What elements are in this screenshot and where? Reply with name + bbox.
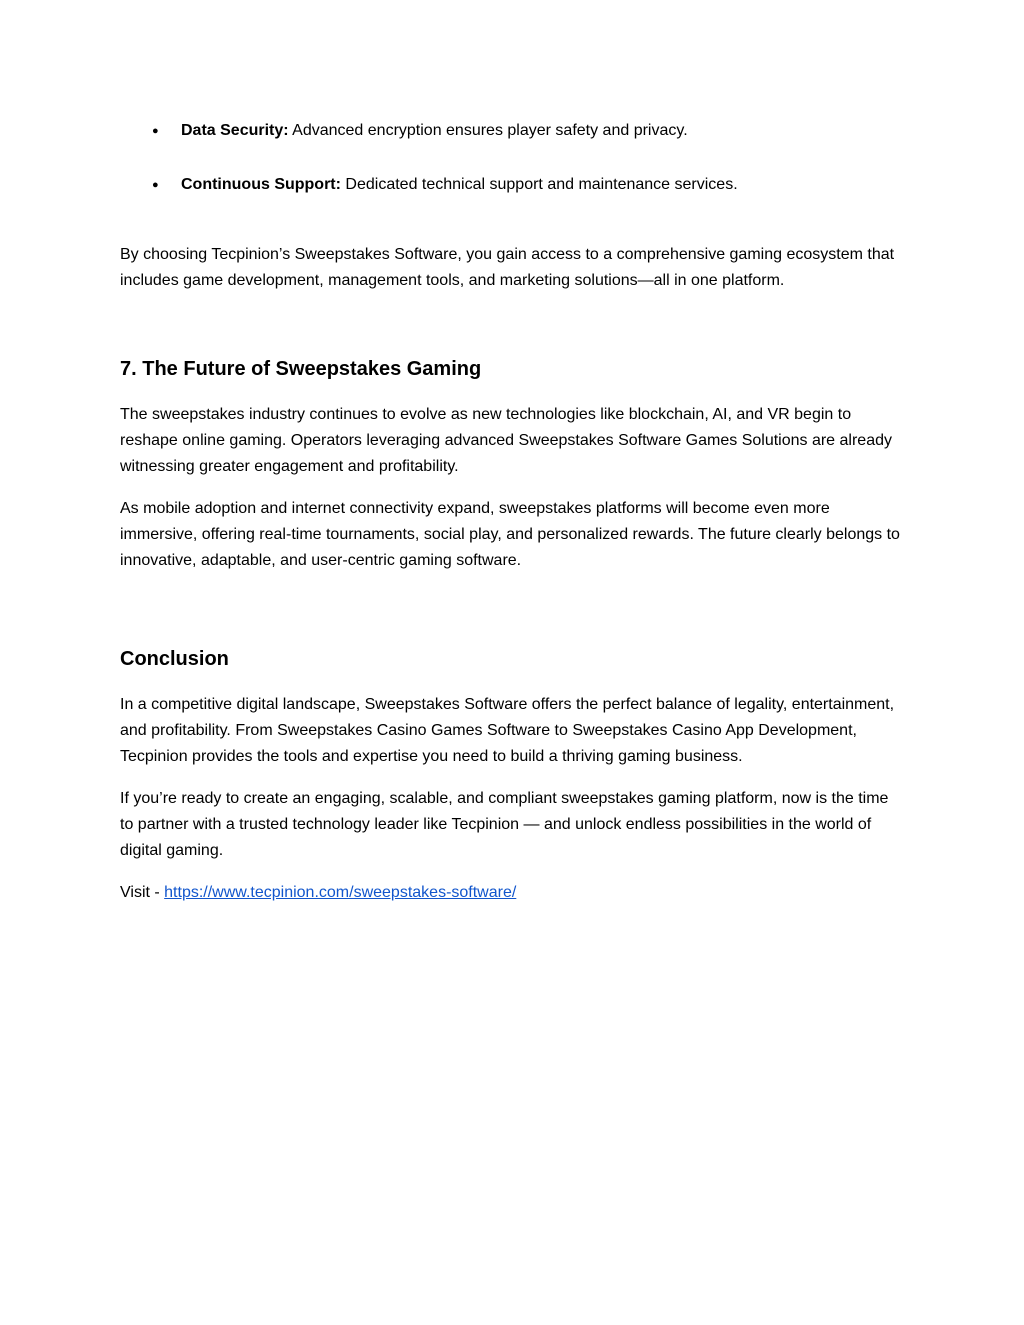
intro-paragraph: By choosing Tecpinion’s Sweepstakes Software, you gain access to a comprehensive gaming ecosystem that includes game development, management tools, and marketing solutions—all in one platform. — [120, 246, 895, 289]
future-paragraph-2: As mobile adoption and internet connectivity expand, sweepstakes platforms will become even more immersive, offering real-time tournaments, social play, and personalized rewards. The future clearly belongs to innovative, adaptable, and user-centric gaming software. — [120, 500, 900, 569]
bullet-dot-icon: ● — [152, 125, 159, 137]
tecpinion-sweepstakes-link[interactable]: https://www.tecpinion.com/sweepstakes-software/ — [164, 884, 517, 901]
bullet-dot-icon: ● — [152, 179, 159, 191]
bullet-item-continuous-support — [120, 172, 904, 198]
feature-bullet-list — [120, 118, 904, 198]
bullet-label: Continuous Support: — [181, 176, 341, 193]
conclusion-paragraph-1: In a competitive digital landscape, Sweepstakes Software offers the perfect balance of legality, entertainment, and profitability. From Sweepstakes Casino Games Software to Sweepstakes Casino App Development, Tecpinion provides the tools and expertise you need to build a thriving gaming business. — [120, 696, 895, 765]
future-paragraph-1: The sweepstakes industry continues to evolve as new technologies like blockchain, AI, and VR begin to reshape online gaming. Operators leveraging advanced Sweepstakes Software Games Solutions are already witnessing greater engagement and profitability. — [120, 406, 892, 475]
visit-line — [120, 880, 904, 906]
section-heading-future: 7. The Future of Sweepstakes Gaming — [120, 358, 482, 380]
section-heading-conclusion: Conclusion — [120, 648, 229, 670]
conclusion-paragraph-2: If you’re ready to create an engaging, scalable, and compliant sweepstakes gaming platform, now is the time to partner with a trusted technology leader like Tecpinion — and unlock endless possibilities in the world of digital gaming. — [120, 790, 889, 859]
bullet-item-data-security — [120, 118, 904, 144]
bullet-label: Data Security: — [181, 122, 289, 139]
bullet-text: Advanced encryption ensures player safety and privacy. — [288, 122, 688, 139]
document-content — [120, 118, 904, 906]
visit-prefix: Visit - — [120, 884, 165, 901]
bullet-text: Dedicated technical support and maintenance services. — [340, 176, 738, 193]
